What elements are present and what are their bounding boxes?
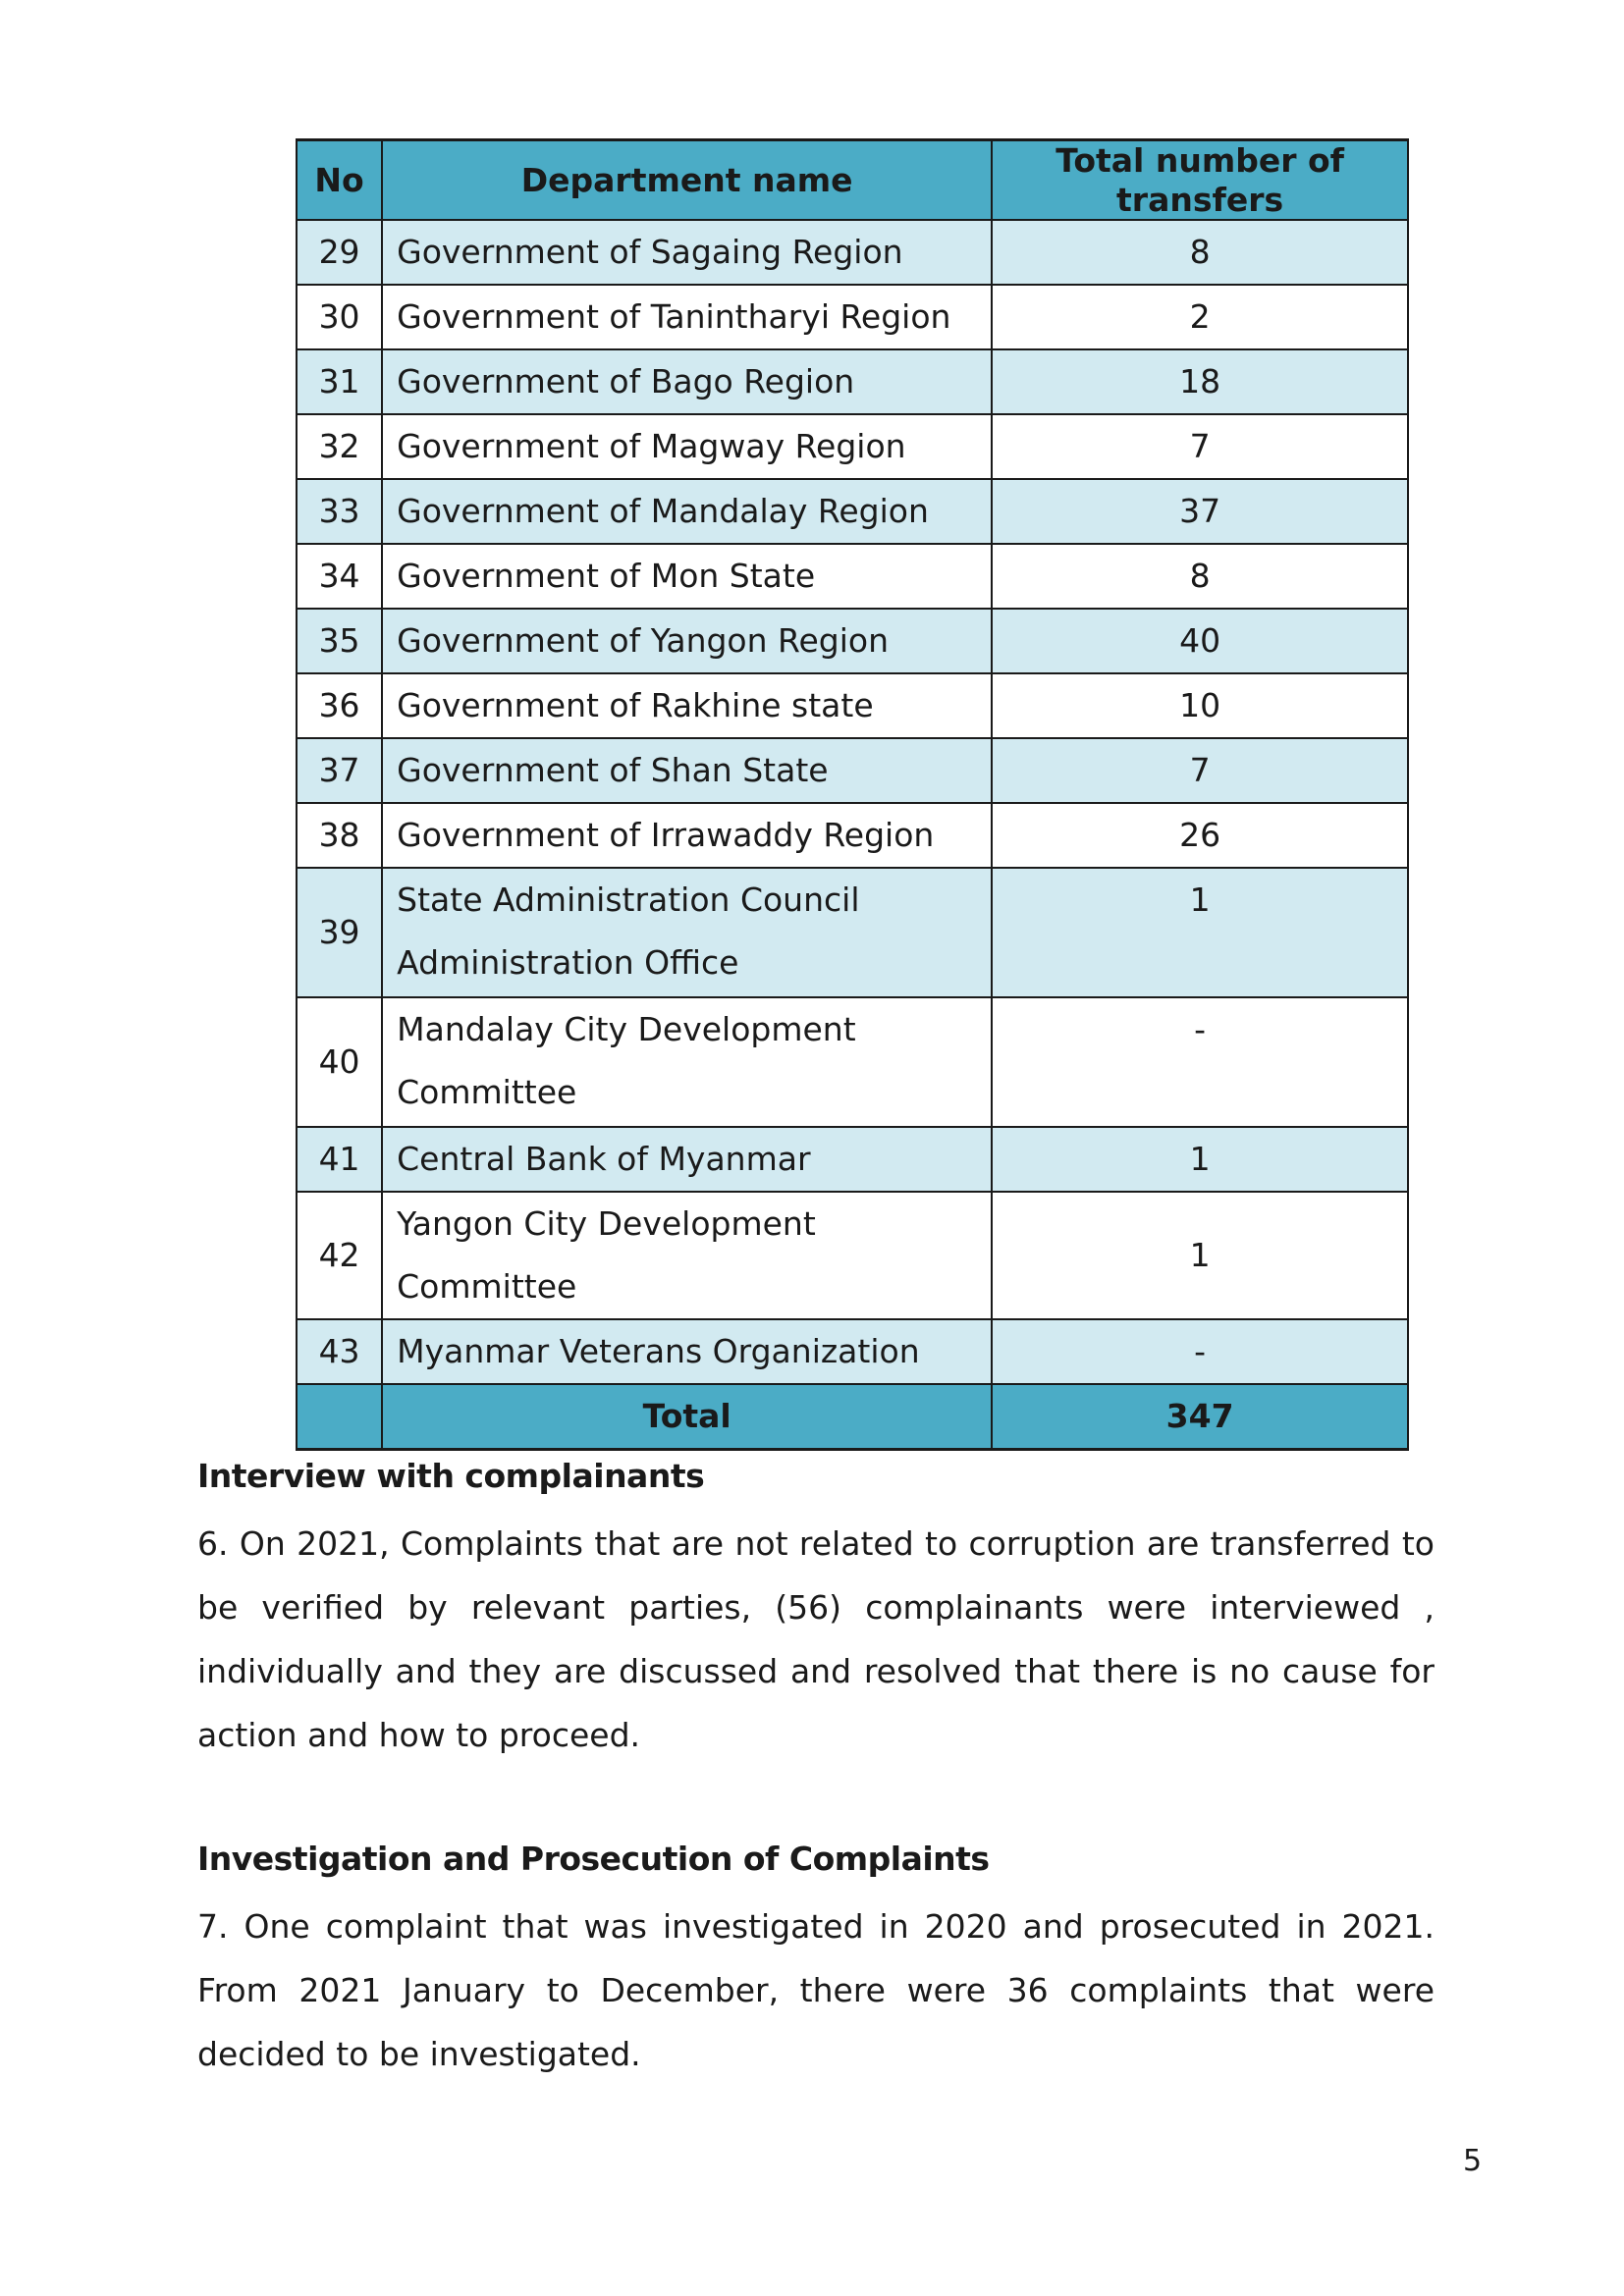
row-total: 26 xyxy=(992,803,1408,868)
row-total: 10 xyxy=(992,673,1408,738)
table-row xyxy=(297,1319,1408,1384)
row-department-name: Government of Rakhine state xyxy=(382,673,992,738)
table-row xyxy=(297,609,1408,673)
row-department-name: Government of Mon State xyxy=(382,544,992,609)
row-department-name: Government of Shan State xyxy=(382,738,992,803)
row-department-name: Yangon City Development Committee xyxy=(382,1192,992,1319)
row-no: 38 xyxy=(297,803,382,868)
table-row xyxy=(297,868,1408,997)
section-heading-investigation: Investigation and Prosecution of Complaints xyxy=(197,1840,990,1878)
row-total: 8 xyxy=(992,544,1408,609)
row-department-name: Government of Tanintharyi Region xyxy=(382,285,992,349)
row-department-name: Government of Irrawaddy Region xyxy=(382,803,992,868)
total-row-no-cell xyxy=(297,1384,382,1450)
transfers-table xyxy=(296,138,1409,1451)
table-row xyxy=(297,479,1408,544)
row-total: 8 xyxy=(992,220,1408,285)
total-value: 347 xyxy=(992,1384,1408,1450)
header-total-transfers: Total number of transfers xyxy=(992,140,1408,221)
row-department-name: Government of Mandalay Region xyxy=(382,479,992,544)
table-row xyxy=(297,1192,1408,1319)
row-department-name: Central Bank of Myanmar xyxy=(382,1127,992,1192)
row-total: 7 xyxy=(992,738,1408,803)
table-row xyxy=(297,673,1408,738)
row-department-name-line1: State Administration Council xyxy=(397,881,860,920)
row-department-name: Government of Sagaing Region xyxy=(382,220,992,285)
table-row xyxy=(297,414,1408,479)
row-no: 33 xyxy=(297,479,382,544)
row-department-name-line2: Administration Office xyxy=(397,943,739,983)
row-department-name: Myanmar Veterans Organization xyxy=(382,1319,992,1384)
table-row xyxy=(297,1127,1408,1192)
header-no: No xyxy=(297,140,382,221)
table-row xyxy=(297,544,1408,609)
row-no: 42 xyxy=(297,1192,382,1319)
table-row xyxy=(297,349,1408,414)
row-department-name: Government of Bago Region xyxy=(382,349,992,414)
row-total: 1 xyxy=(992,1192,1408,1319)
row-no: 34 xyxy=(297,544,382,609)
section-paragraph-investigation: 7. One complaint that was investigated in 2020 and prosecuted in 2021. From 2021 January to December, there were 36 complaints that were decided to be investigated. xyxy=(197,1907,1435,2073)
table-row xyxy=(297,997,1408,1127)
row-department-name xyxy=(382,997,992,1127)
row-department-name: Government of Magway Region xyxy=(382,414,992,479)
row-department-name xyxy=(382,868,992,997)
row-no: 29 xyxy=(297,220,382,285)
row-total: - xyxy=(992,1319,1408,1384)
row-total: 40 xyxy=(992,609,1408,673)
row-department-name-line2: Committee xyxy=(397,1073,577,1112)
row-total: 1 xyxy=(992,1127,1408,1192)
row-department-name-line1: Mandalay City Development xyxy=(397,1010,856,1049)
row-department-name: Government of Yangon Region xyxy=(382,609,992,673)
row-no: 40 xyxy=(297,997,382,1127)
page-number: 5 xyxy=(1463,2144,1483,2178)
row-total: 18 xyxy=(992,349,1408,414)
section-paragraph-interview: 6. On 2021, Complaints that are not related to corruption are transferred to be verified by relevant parties, (56) complainants were interviewed , individually and they are discussed and resolved that there is no cause for action and how to proceed. xyxy=(197,1524,1435,1754)
table-header-row xyxy=(297,140,1408,221)
header-department-name: Department name xyxy=(382,140,992,221)
table-row xyxy=(297,220,1408,285)
row-total: 2 xyxy=(992,285,1408,349)
row-no: 30 xyxy=(297,285,382,349)
row-total: - xyxy=(992,997,1408,1127)
row-total: 37 xyxy=(992,479,1408,544)
section-heading-interview: Interview with complainants xyxy=(197,1457,705,1495)
row-no: 31 xyxy=(297,349,382,414)
row-no: 39 xyxy=(297,868,382,997)
table-row xyxy=(297,738,1408,803)
total-label: Total xyxy=(382,1384,992,1450)
table-row xyxy=(297,803,1408,868)
row-total: 7 xyxy=(992,414,1408,479)
table-row xyxy=(297,285,1408,349)
row-no: 41 xyxy=(297,1127,382,1192)
row-no: 32 xyxy=(297,414,382,479)
row-total: 1 xyxy=(992,868,1408,997)
table-total-row xyxy=(297,1384,1408,1450)
row-no: 35 xyxy=(297,609,382,673)
row-no: 43 xyxy=(297,1319,382,1384)
row-no: 36 xyxy=(297,673,382,738)
row-no: 37 xyxy=(297,738,382,803)
